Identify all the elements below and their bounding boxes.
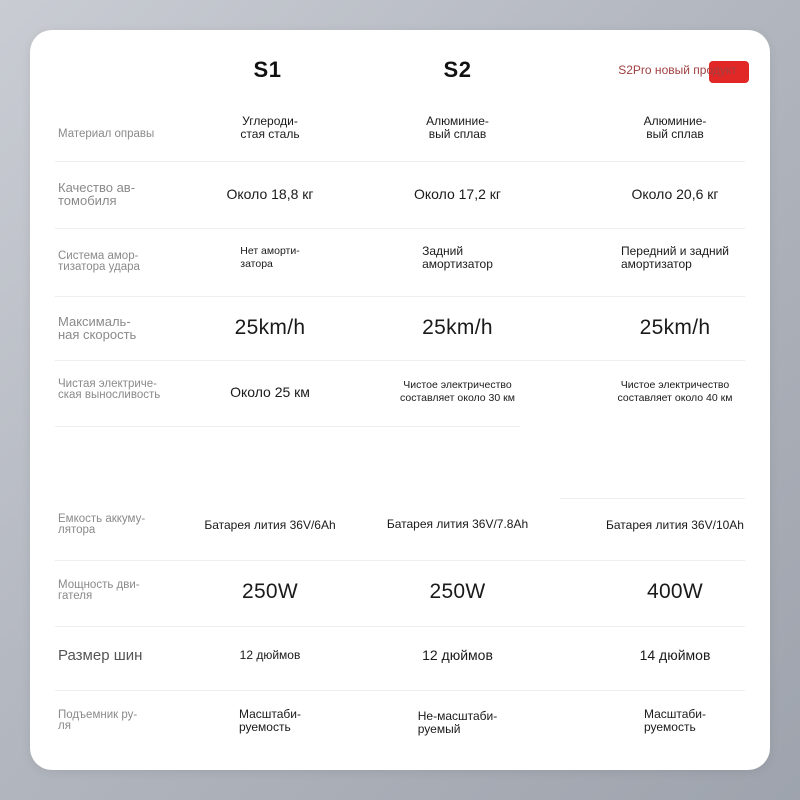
cell-s2pro: Алюминие- вый сплав xyxy=(643,114,707,141)
cell-s2pro: Передний и задний амортизатор xyxy=(621,244,729,271)
model-header-s2 xyxy=(370,30,545,110)
table-row-max-speed xyxy=(30,296,770,360)
row-label: Мощность дви- гателя xyxy=(58,578,140,602)
row-label: Емкость аккуму- лятора xyxy=(58,512,146,536)
table-header xyxy=(30,30,770,110)
cell-s1: Около 25 км xyxy=(230,384,310,400)
cell-s2: Алюминие- вый сплав xyxy=(426,114,489,141)
row-label: Подъемник ру- ля xyxy=(58,708,138,732)
cell-s2: Чистое электричество составляет около 30 км xyxy=(400,379,515,404)
row-divider xyxy=(55,690,745,691)
row-divider xyxy=(55,228,745,229)
row-divider xyxy=(55,426,520,427)
cell-s2pro: Масштаби- руемость xyxy=(643,707,707,734)
cell-s2: Батарея лития 36V/7.8Ah xyxy=(386,516,529,531)
model-name-s2pro-text: S2Pro новый продукт xyxy=(618,63,737,77)
table-row-motor-power xyxy=(30,562,770,626)
table-row-frame-material xyxy=(30,110,770,160)
cell-s2: 250W xyxy=(429,580,486,603)
cell-s2: 25km/h xyxy=(422,316,493,339)
cell-s2pro: Батарея лития 36V/10Ah xyxy=(606,517,744,532)
cell-s2pro: 400W xyxy=(646,580,704,603)
model-name-s2pro xyxy=(614,63,741,77)
cell-s2: Около 17,2 кг xyxy=(413,186,502,202)
cell-s1: 25km/h xyxy=(234,316,306,339)
model-name-s2: S2 xyxy=(443,57,472,82)
row-label: Качество ав- томобиля xyxy=(58,180,136,208)
table-row-battery xyxy=(30,498,770,560)
row-label: Максималь- ная скорость xyxy=(58,314,137,342)
cell-s2: Не-масштаби- руемый xyxy=(417,709,498,736)
cell-s2pro: Чистое электричество составляет около 40 км xyxy=(617,379,733,404)
cell-s2pro: 25km/h xyxy=(639,316,711,339)
cell-s2pro: Около 20,6 кг xyxy=(631,186,719,202)
table-row-vehicle-weight xyxy=(30,162,770,226)
row-divider xyxy=(55,560,745,561)
row-label: Размер шин xyxy=(58,646,143,664)
table-row-electric-range xyxy=(30,362,770,426)
row-label: Материал оправы xyxy=(58,128,155,141)
row-label: Система амор- тизатора удара xyxy=(58,249,140,273)
table-row-tire-size xyxy=(30,628,770,690)
table-row-handlebar-lift xyxy=(30,692,770,756)
row-label: Чистая электриче- ская выносливость xyxy=(58,377,161,401)
cell-s1: Масштаби- руемость xyxy=(238,707,302,734)
cell-s1: Углероди- стая сталь xyxy=(240,114,300,141)
cell-s2: Задний амортизатор xyxy=(422,244,493,271)
row-divider xyxy=(55,626,745,627)
cell-s2pro: 14 дюймов xyxy=(639,647,711,663)
cell-s1: Батарея лития 36V/6Ah xyxy=(204,517,336,532)
row-divider xyxy=(55,360,745,361)
cell-s2: 12 дюймов xyxy=(422,647,493,663)
cell-s1: Нет аморти- затора xyxy=(240,245,300,270)
cell-s1: 250W xyxy=(241,580,299,603)
cell-s1: 12 дюймов xyxy=(239,647,301,662)
comparison-card xyxy=(30,30,770,770)
model-name-s1: S1 xyxy=(253,57,282,82)
model-header-s2pro xyxy=(585,30,770,110)
cell-s1: Около 18,8 кг xyxy=(226,186,314,202)
model-header-s1 xyxy=(180,30,355,110)
table-row-shock-absorber xyxy=(30,230,770,294)
